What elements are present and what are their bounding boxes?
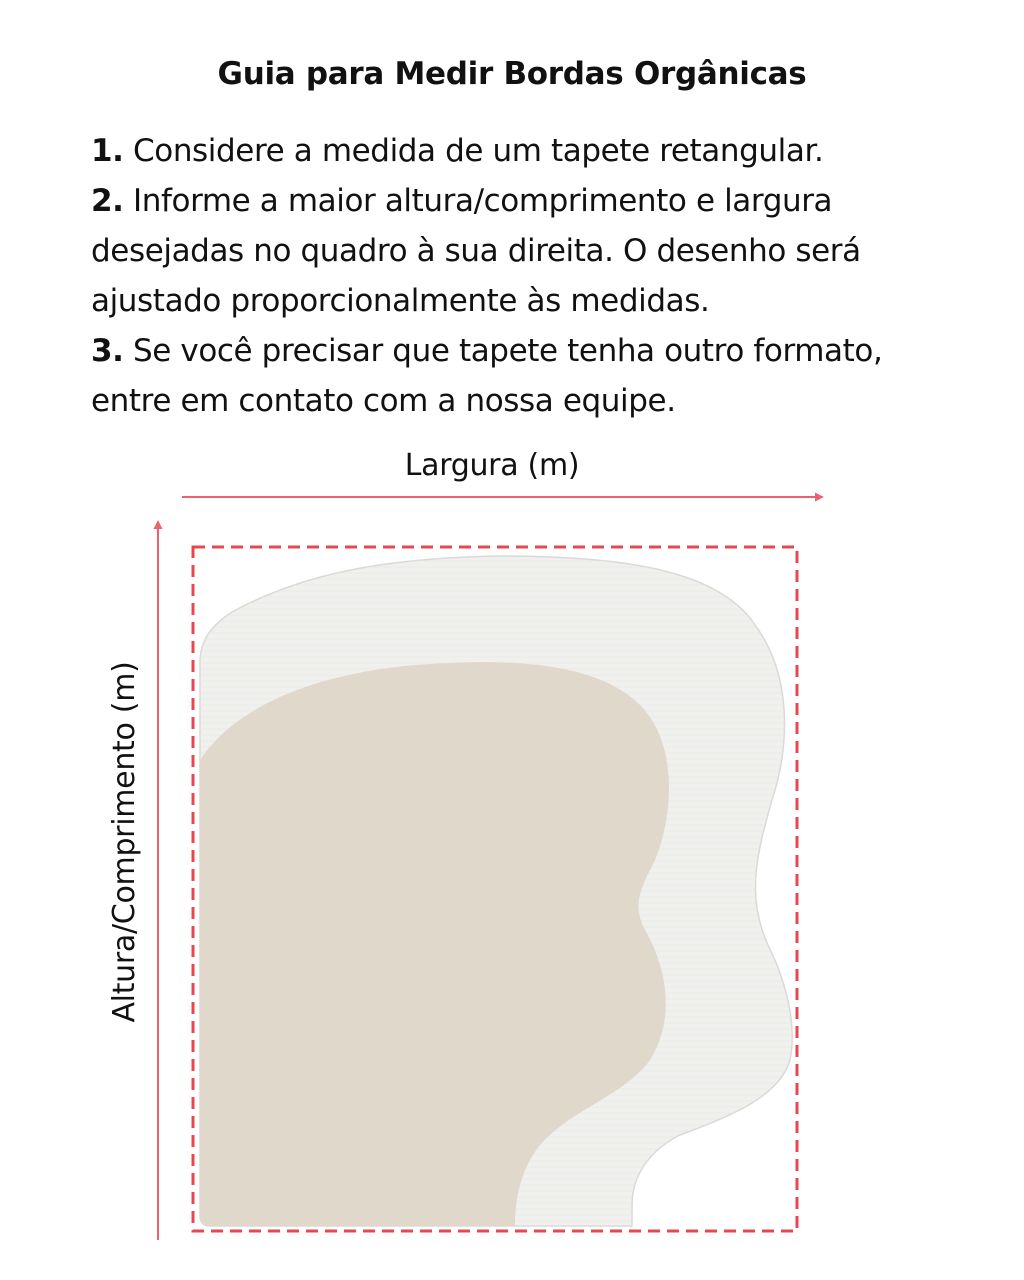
step-1-number: 1. (91, 133, 124, 169)
step-2-text: Informe a maior altura/comprimento e largura desejadas no quadro à sua direita. O desenho será ajustado proporcionalmente às medidas. (91, 183, 861, 319)
page-title: Guia para Medir Bordas Orgânicas (217, 56, 807, 92)
step-3-number: 3. (91, 333, 124, 369)
height-arrow (154, 520, 163, 1240)
step-2-number: 2. (91, 183, 124, 219)
width-axis-label: Largura (m) (404, 448, 580, 483)
step-3-text: Se você precisar que tapete tenha outro formato, entre em contato com a nossa equipe. (91, 333, 883, 419)
height-axis-label: Altura/Comprimento (m) (107, 661, 142, 1023)
step-1-text: Considere a medida de um tapete retangular. (123, 133, 824, 169)
width-arrow (182, 493, 824, 502)
